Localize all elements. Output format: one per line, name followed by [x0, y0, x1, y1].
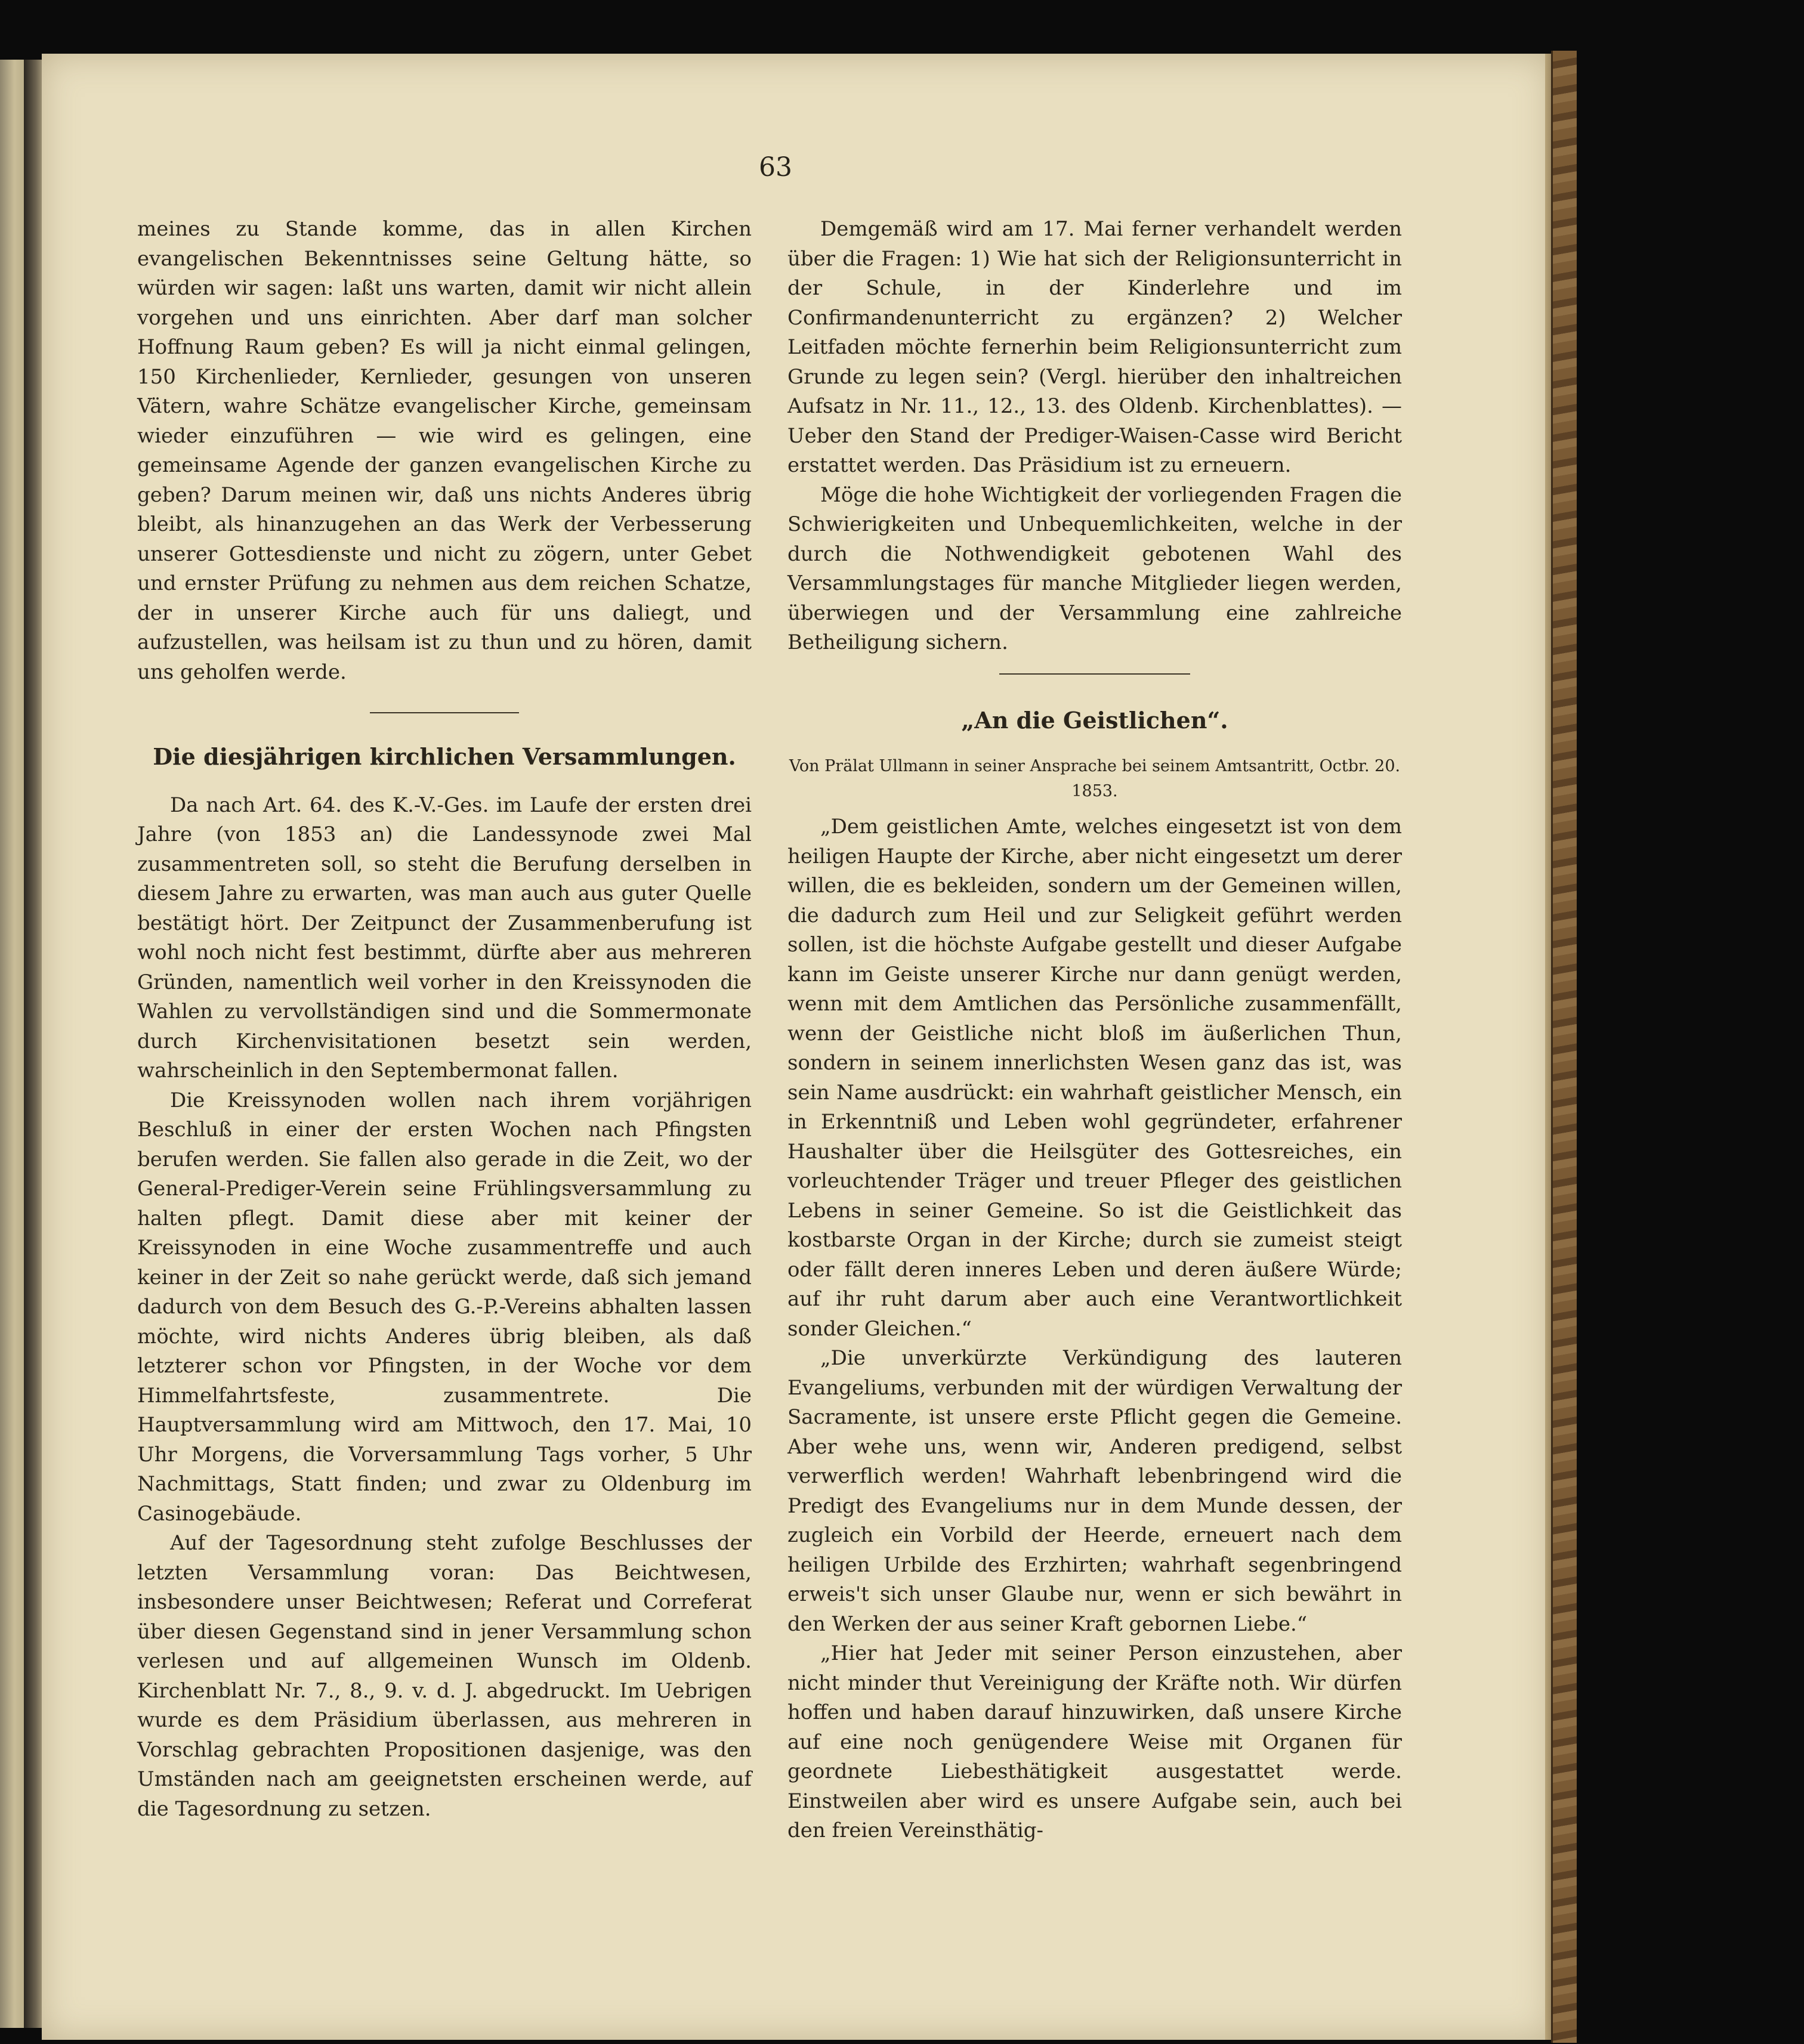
quote-paragraph: „Hier hat Jeder mit seiner Person einzustehen, aber nicht minder thut Vereinigung der Kräfte noth. Wir dürfen hoffen und haben darauf hinzuwirken, daß unsere Kirche auf eine noch genügendere Weise mit Organen für geordnete Liebesthätigkeit ausgestattet werde. Einstweilen aber wird es unsere Aufgabe sein, auch bei den freien Vereinsthätig- [787, 1641, 1402, 1842]
continued-paragraph: meines zu Stande komme, das in allen Kirchen evangelischen Bekenntnisses seine Geltung hätte, so würden wir sagen: laßt uns warten, damit wir nicht allein vorgehen und uns einrichten. Aber darf man solcher Hoffnung Raum geben? Es will ja nicht einmal gelingen, 150 Kirchenlieder, Kernlieder, gesungen von unseren Vätern, wahre Schätze evangelischer Kirche, gemeinsam wieder einzuführen — wie wird es gelingen, eine gemeinsame Agende der ganzen evangelischen Kirche zu geben? Darum meinen wir, daß uns nichts Anderes übrig bleibt, als hinanzugehen an das Werk der Verbesserung unserer Gottesdienste und nicht zu zögern, unter Gebet und ernster Prüfung zu nehmen aus dem reichen Schatze, der in unserer Kirche auch für uns daliegt, und aufzustellen, was heilsam ist zu thun und zu hören, damit uns geholfen werde. [137, 217, 752, 684]
paragraph: Demgemäß wird am 17. Mai ferner verhandelt werden über die Fragen: 1) Wie hat sich der Religionsunterricht in der Schule, in der Kinderlehre und im Confirmandenunterricht zu ergänzen? 2) Welcher Leitfaden möchte fernerhin beim Religionsunterricht zum Grunde zu legen sein? (Vergl. hierüber den inhaltreichen Aufsatz in Nr. 11., 12., 13. des Oldenb. Kirchenblattes). — Ueber den Stand der Prediger-Waisen-Casse wird Bericht erstattet werden. Das Präsidium ist zu erneuern. [787, 217, 1402, 477]
paragraph: Die Kreissynoden wollen nach ihrem vorjährigen Beschluß in einer der ersten Wochen nach Pfingsten berufen werden. Sie fallen also gerade in die Zeit, wo der General-Prediger-Verein seine Frühlingsversammlung zu halten pflegt. Damit diese aber mit keiner der Kreissynoden in eine Woche zusammentreffe und auch keiner in der Zeit so nahe gerückt werde, daß sich jemand dadurch von dem Besuch des G.-P.-Vereins abhalten lassen möchte, wird nichts Anderes übrig bleiben, als daß letzterer schon vor Pfingsten, in der Woche vor dem Himmelfahrtsfeste, zusammentrete. Die Hauptversammlung wird am Mittwoch, den 17. Mai, 10 Uhr Morgens, die Vorversammlung Tags vorher, 5 Uhr Nachmittags, Statt finden; und zwar zu Oldenburg im Casinogebäude. [137, 1088, 752, 1526]
article-heading: Die diesjährigen kirchlichen Versammlungen. [153, 743, 736, 770]
section-divider [999, 673, 1190, 675]
left-column [137, 215, 752, 1824]
quote-paragraph: „Dem geistlichen Amte, welches eingesetzt ist von dem heiligen Haupte der Kirche, aber nicht eingesetzt um derer willen, die es bekleiden, sondern um der Gemeinen willen, die dadurch zum Heil und zur Seligkeit geführt werden sollen, ist die höchste Aufgabe gestellt und dieser Aufgabe kann im Geiste unserer Kirche nur dann genügt werden, wenn mit dem Amtlichen das Persönliche zusammenfällt, wenn der Geistliche nicht bloß im äußerlichen Thun, sondern in seinem innerlichsten Wesen ganz das ist, was sein Name ausdrückt: ein wahrhaft geistlicher Mensch, ein in Erkenntniß und Leben wohl gegründeter, erfahrener Haushalter über die Heilsgüter des Gottesreiches, ein vorleuchtender Träger und treuer Pfleger des geistlichen Lebens in seiner Gemeine. So ist die Geistlichkeit das kostbarste Organ in der Kirche; durch sie zumeist steigt oder fällt deren inneres Leben und deren äußere Würde; auf ihr ruht darum aber auch eine Verantwortlichkeit sonder Gleichen.“ [787, 815, 1402, 1341]
article-heading: „An die Geistlichen“. [961, 706, 1228, 734]
quote-paragraph: „Die unverkürzte Verkündigung des lauteren Evangeliums, verbunden mit der würdigen Verwaltung der Sacramente, ist unsere erste Pflicht gegen die Gemeine. Aber wehe uns, wenn wir, Anderen predigend, selbst verwerflich werden! Wahrhaft lebenbringend wird die Predigt des Evangeliums nur in dem Munde dessen, der zugleich ein Vorbild der Heerde, erneuert nach dem heiligen Urbilde des Erzhirten; wahrhaft segenbringend erweis't sich unser Glaube nur, wenn er sich bewährt in den Werken der aus seiner Kraft gebornen Liebe.“ [787, 1346, 1402, 1636]
page-number: 63 [759, 152, 792, 183]
right-column [787, 215, 1402, 1846]
paragraph: Möge die hohe Wichtigkeit der vorliegenden Fragen die Schwierigkeiten und Unbequemlichkeiten, welche in der durch die Nothwendigkeit gebotenen Wahl des Versammlungstages für manche Mitglieder liegen werden, überwiegen und der Versammlung eine zahlreiche Betheiligung sichern. [787, 483, 1402, 654]
paragraph: Auf der Tagesordnung steht zufolge Beschlusses der letzten Versammlung voran: Das Beichtwesen, insbesondere unser Beichtwesen; Referat und Correferat über diesen Gegenstand sind in jener Versammlung schon verlesen und auf allgemeinen Wunsch im Oldenb. Kirchenblatt Nr. 7., 8., 9. v. d. J. abgedruckt. Im Uebrigen wurde es dem Präsidium überlassen, aus mehreren in Vorschlag gebrachten Propositionen dasjenige, was den Umständen nach am geeignetsten erscheinen werde, auf die Tagesordnung zu setzen. [137, 1531, 752, 1821]
section-divider [370, 712, 519, 713]
paragraph: Da nach Art. 64. des K.-V.-Ges. im Laufe der ersten drei Jahre (von 1853 an) die Landessynode zwei Mal zusammentreten soll, so steht die Berufung derselben in diesem Jahre zu erwarten, was man auch aus guter Quelle bestätigt hört. Der Zeitpunct der Zusammenberufung ist wohl noch nicht fest bestimmt, dürfte aber aus mehreren Gründen, namentlich weil vorher in den Kreissynoden die Wahlen zu vervollständigen sind und die Sommermonate durch Kirchenvisitationen besetzt sein werden, wahrscheinlich in den Septembermonat fallen. [137, 793, 752, 1083]
book-cover-board [1551, 51, 1577, 2043]
article-byline: Von Prälat Ullmann in seiner Ansprache bei seinem Amtsantritt, Octbr. 20. 1853. [789, 757, 1401, 800]
